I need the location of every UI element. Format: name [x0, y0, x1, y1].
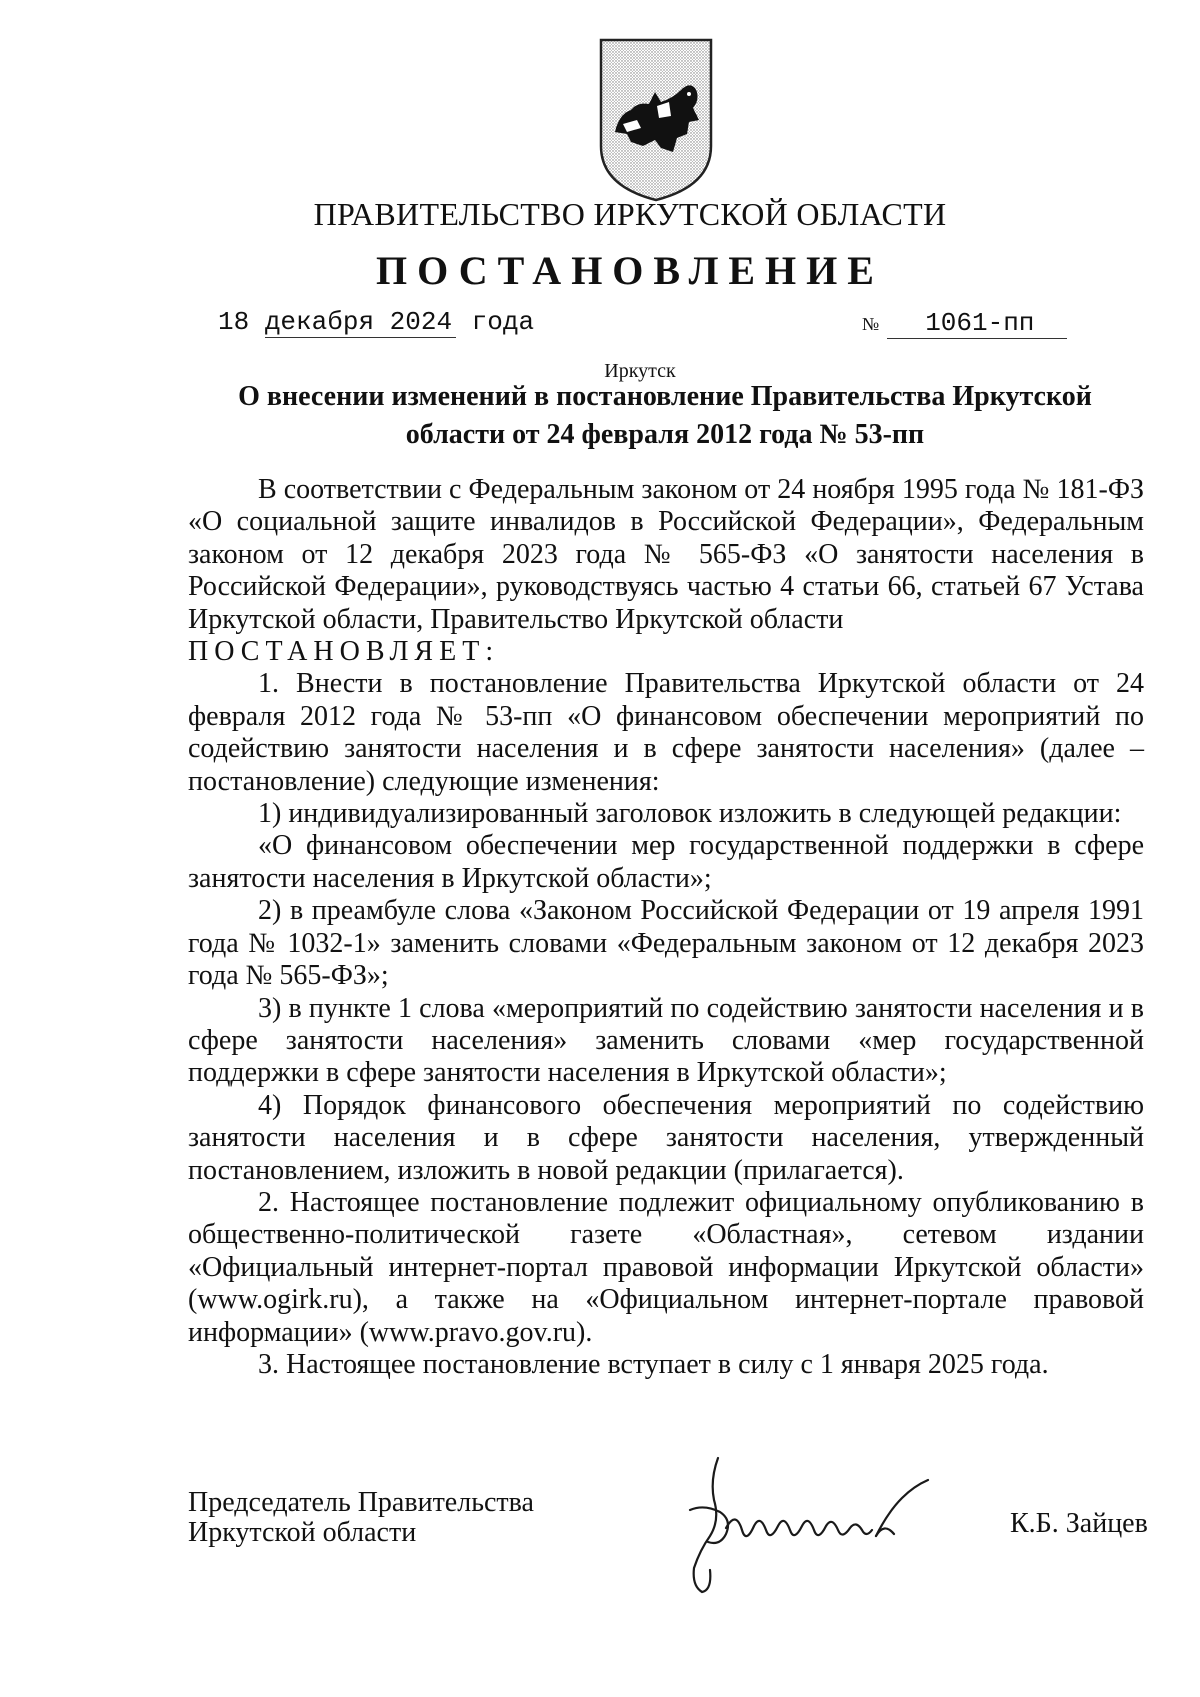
subject-line-2: области от 24 февраля 2012 года № 53-пп: [405, 419, 925, 450]
item-1-3: 3) в пункте 1 слова «мероприятий по содействию занятости населения и в сфере занятости населения» заменить словами «мер государственной поддержки в сфере занятости населения в Иркутской области»;: [188, 992, 1144, 1089]
item-1-2: 2) в преамбуле слова «Законом Российской Федерации от 19 апреля 1991 года № 1032-1» заменить словами «Федеральным законом от 12 декабря 2023 года № 565-ФЗ»;: [188, 895, 1144, 992]
preamble-paragraph: В соответствии с Федеральным законом от 24 ноября 1995 года № 181-ФЗ «О социальной защите инвалидов в Российской Федерации», Федеральным законом от 12 декабря 2023 года № 565-ФЗ «О занятости населения в Российской Федерации», руководствуясь частью 4 статьи 66, статьей 67 Устава Иркутской области, Правительство Иркутской области: [188, 474, 1144, 635]
item-2: 2. Настоящее постановление подлежит официальному опубликованию в общественно-политической газете «Областная», сетевом издании «Официальный интернет-портал правовой информации Иркутской области» (www.ogirk.ru), а также на «Официальном интернет-портале правовой информации» (www.pravo.gov.ru).: [188, 1186, 1144, 1348]
date-suffix: года: [471, 307, 535, 337]
document-date: [218, 307, 534, 338]
position-line-1: Председатель Правительства: [188, 1487, 534, 1518]
document-kind-title: ПОСТАНОВЛЕНИЕ: [376, 248, 884, 293]
item-1: 1. Внести в постановление Правительства Иркутской области от 24 февраля 2012 года № 53-пп «О финансовом обеспечении мероприятий по содействию занятости населения и в сфере занятости населения» (далее – постановление) следующие изменения:: [188, 668, 1144, 797]
signatory-position: [188, 1488, 534, 1548]
date-day: 18: [218, 307, 250, 337]
item-3: 3. Настоящее постановление вступает в силу с 1 января 2025 года.: [258, 1348, 1049, 1380]
government-title: ПРАВИТЕЛЬСТВО ИРКУТСКОЙ ОБЛАСТИ: [313, 196, 947, 232]
handwritten-signature-icon: [680, 1450, 950, 1600]
number-sign: №: [862, 314, 880, 334]
number-value: 1061-пп: [887, 308, 1067, 339]
item-1-4: 4) Порядок финансового обеспечения мероприятий по содействию занятости населения и в сфере занятости населения, утвержденный постановлением, изложить в новой редакции (прилагается).: [188, 1089, 1144, 1186]
item-1-1-text: «О финансовом обеспечении мер государственной поддержки в сфере занятости населения в Иркутской области»;: [188, 830, 1144, 894]
item-1-1: 1) индивидуализированный заголовок изложить в следующей редакции:: [258, 798, 1122, 830]
document-body: [188, 474, 1144, 1381]
city-label: Иркутск: [604, 360, 676, 382]
subject-line-1: О внесении изменений в постановление Правительства Иркутской: [238, 381, 1092, 412]
date-month-year: декабря 2024: [265, 307, 456, 338]
position-line-2: Иркутской области: [188, 1517, 417, 1548]
signatory-name: К.Б. Зайцев: [1010, 1508, 1148, 1539]
coat-of-arms-icon: [597, 36, 715, 204]
document-number: [862, 307, 1067, 339]
decrees-keyword: ПОСТАНОВЛЯЕТ:: [188, 636, 500, 668]
document-subject: [200, 378, 1130, 454]
